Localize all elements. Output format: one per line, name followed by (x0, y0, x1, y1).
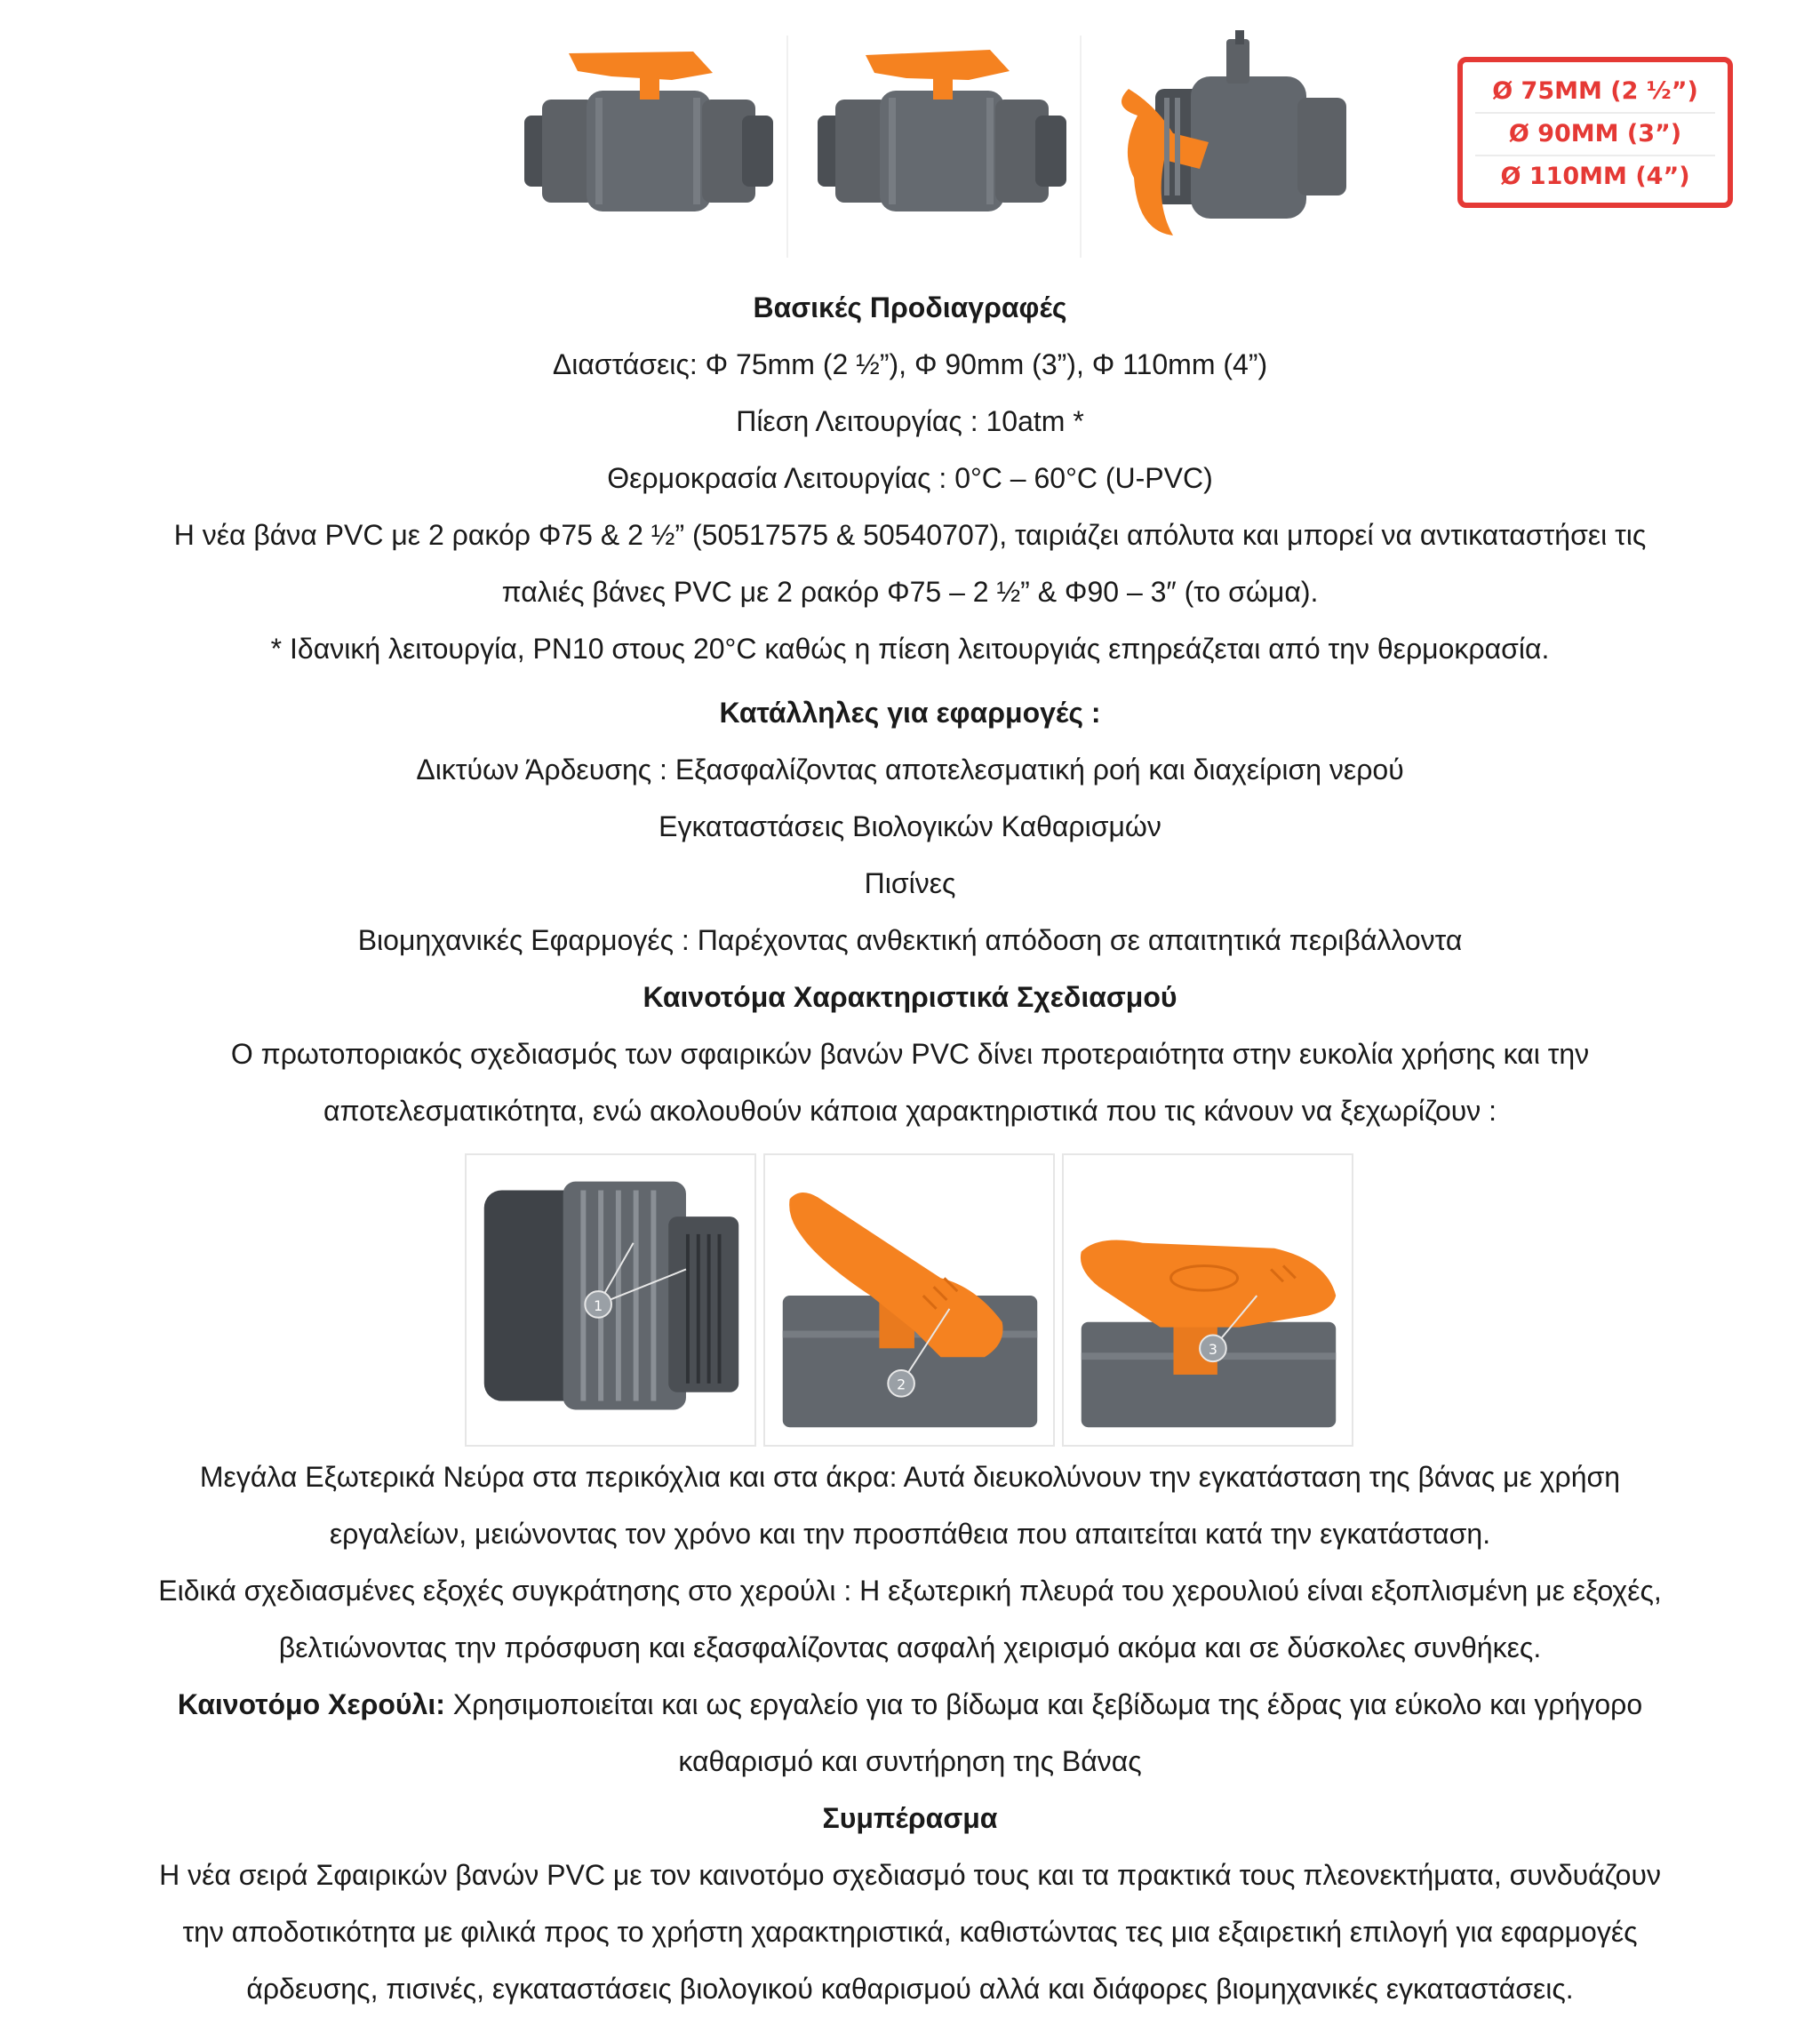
valve-photo-front (515, 27, 782, 258)
specs-note: * Ιδανική λειτουργία, PN10 στους 20°C καθώς η πίεση λειτουργιάς επηρεάζεται από την θερμοκρασία. (270, 633, 1550, 665)
feature-handle-line2: καθαρισμό και συντήρηση της Βάνας (678, 1745, 1142, 1777)
feature-handle-text: Χρησιμοποιείται και ως εργαλείο για το βίδωμα και ξεβίδωμα της έδρας για εύκολο και γρήγορο (444, 1688, 1643, 1720)
size-75: Ø 75MM (2 ½”) (1475, 71, 1715, 114)
specs-pressure: Πίεση Λειτουργίας : 10atm * (736, 405, 1084, 437)
size-110: Ø 110MM (4”) (1500, 163, 1690, 190)
feature-photos-row (465, 1153, 1362, 1448)
callout-2: 2 (897, 1376, 906, 1393)
specs-heading: Βασικές Προδιαγραφές (753, 291, 1067, 323)
applications-section (36, 684, 1784, 969)
feature-photo-handle (1062, 1153, 1353, 1447)
specs-replacement-line1: Η νέα βάνα PVC με 2 ρακόρ Φ75 & 2 ½” (50517575 & 50540707), ταιριάζει απόλυτα και μπορεί να αντικαταστήσει τις (173, 519, 1647, 551)
valve-photo-handle-tool (1102, 27, 1369, 258)
application-item: Βιομηχανικές Εφαρμογές : Παρέχοντας ανθεκτική απόδοση σε απαιτητικά περιβάλλοντα (357, 924, 1463, 956)
specs-section (36, 279, 1784, 677)
callout-1: 1 (594, 1296, 603, 1314)
size-badge (1457, 57, 1733, 208)
feature-grip-line2: βελτιώνοντας την πρόσφυση και εξασφαλίζοντας ασφαλή χειρισμό ακόμα και σε δύσκολες συνθήκες. (278, 1631, 1542, 1663)
conclusion-heading: Συμπέρασμα (822, 1802, 998, 1834)
conclusion-line3: άρδευσης, πισινές, εγκαταστάσεις βιολογικού καθαρισμού αλλά και διάφορες βιομηχανικές εγκαταστάσεις. (246, 1973, 1574, 2005)
feature-photo-grip (763, 1153, 1055, 1447)
feature-handle-line1 (36, 1676, 1784, 1733)
design-intro-line1: Ο πρωτοποριακός σχεδιασμός των σφαιρικών βανών PVC δίνει προτεραιότητα στην ευκολία χρήσης και την (230, 1038, 1590, 1070)
size-90: Ø 90MM (3”) (1475, 114, 1715, 156)
feature-photo-ribs (465, 1153, 756, 1447)
conclusion-line1: Η νέα σειρά Σφαιρικών βανών PVC με τον καινοτόμο σχεδιασμό τους και τα πρακτικά τους πλεονεκτήματα, συνδυάζουν (159, 1859, 1661, 1891)
application-item: Πισίνες (864, 867, 956, 899)
specs-temperature: Θερμοκρασία Λειτουργίας : 0°C – 60°C (U-PVC) (607, 462, 1213, 494)
feature-ribs-line1: Μεγάλα Εξωτερικά Νεύρα στα περικόχλια και στα άκρα: Αυτά διευκολύνουν την εγκατάσταση της βάνας με χρήση (199, 1461, 1621, 1493)
features-section (36, 1448, 1784, 1790)
callout-3: 3 (1208, 1341, 1217, 1359)
design-heading: Καινοτόμα Χαρακτηριστικά Σχεδιασμού (643, 981, 1177, 1013)
applications-heading: Κατάλληλες για εφαρμογές : (719, 697, 1101, 729)
application-item: Εγκαταστάσεις Βιολογικών Καθαρισμών (659, 810, 1161, 842)
valve-photo-angle (809, 27, 1075, 258)
design-section (36, 969, 1784, 1139)
product-photos-row (515, 27, 1760, 258)
conclusion-section (36, 1790, 1784, 2017)
specs-replacement-line2: παλιές βάνες PVC με 2 ρακόρ Φ75 – 2 ½” & Φ90 – 3″ (το σώμα). (501, 576, 1319, 608)
specs-dimensions: Διαστάσεις: Φ 75mm (2 ½”), Φ 90mm (3”), Φ 110mm (4”) (552, 348, 1268, 380)
application-item: Δικτύων Άρδευσης : Εξασφαλίζοντας αποτελεσματική ροή και διαχείριση νερού (416, 754, 1404, 786)
feature-grip-line1: Ειδικά σχεδιασμένες εξοχές συγκράτησης στο χερούλι : Η εξωτερική πλευρά του χερουλιού είναι εξοπλισμένη με εξοχές, (158, 1575, 1662, 1607)
feature-handle-label: Καινοτόμο Χερούλι: (177, 1688, 445, 1720)
conclusion-line2: την αποδοτικότητα με φιλικά προς το χρήστη χαρακτηριστικά, καθιστώντας τες μια εξαιρετική επιλογή για εφαρμογές (182, 1916, 1638, 1948)
photo-divider (1080, 36, 1082, 258)
photo-divider (786, 36, 788, 258)
feature-ribs-line2: εργαλείων, μειώνοντας τον χρόνο και την προσπάθεια που απαιτείται κατά την εγκατάσταση. (329, 1518, 1491, 1550)
design-intro-line2: αποτελεσματικότητα, ενώ ακολουθούν κάποια χαρακτηριστικά που τις κάνουν να ξεχωρίζουν : (323, 1095, 1497, 1127)
